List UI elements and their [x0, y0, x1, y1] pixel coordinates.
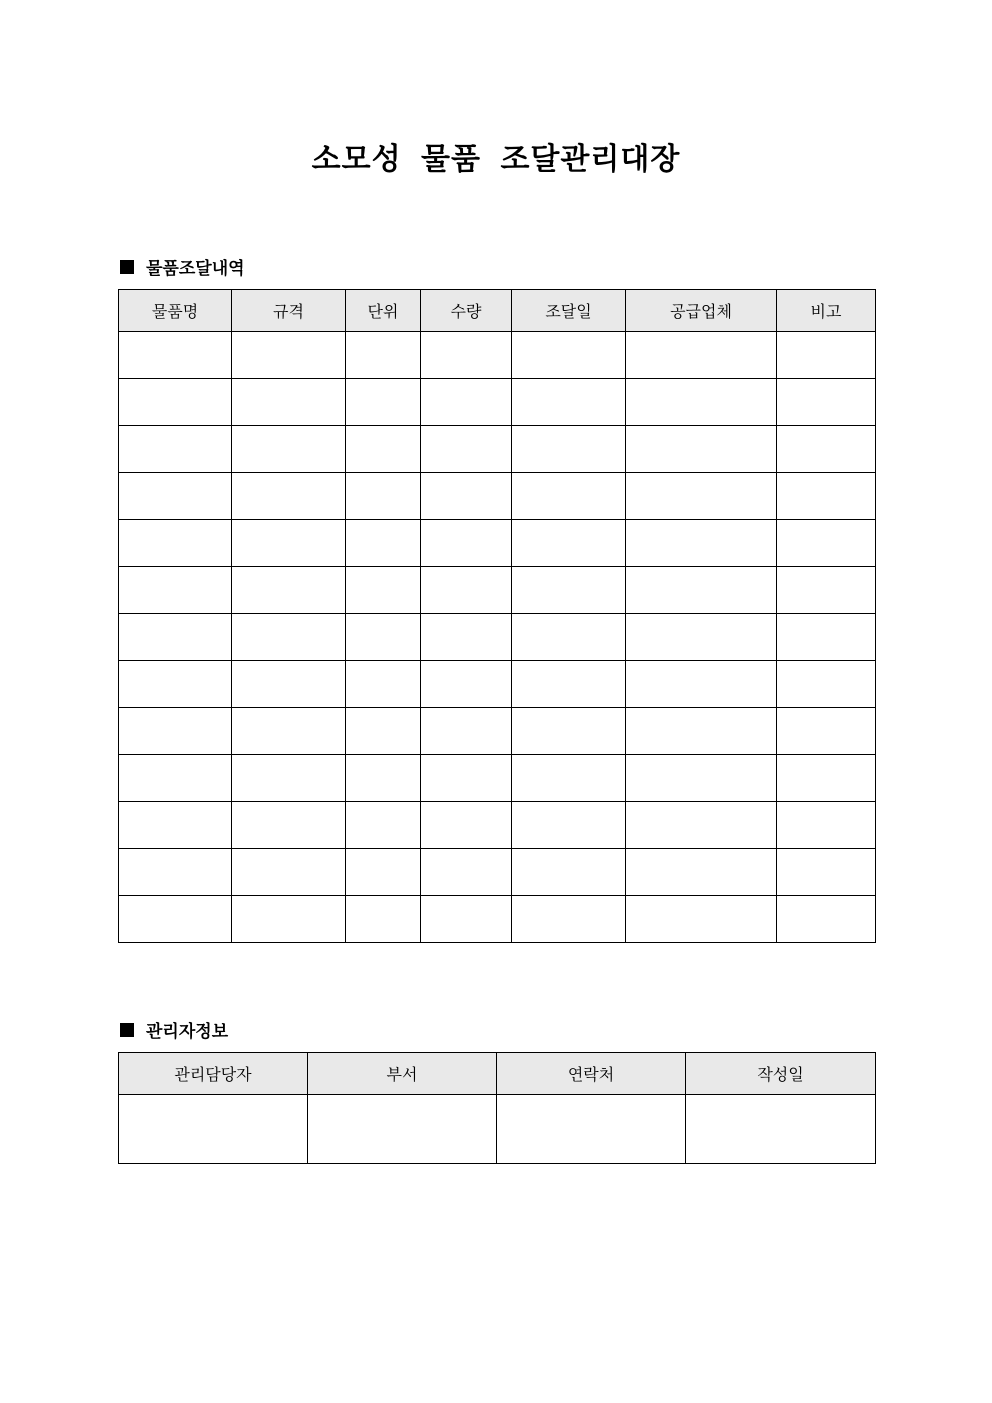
table-cell[interactable]: [626, 567, 777, 614]
table-row: [119, 661, 876, 708]
column-header-remarks: 비고: [777, 290, 876, 332]
table-cell[interactable]: [626, 755, 777, 802]
table-cell[interactable]: [421, 849, 512, 896]
column-header-manager: 관리담당자: [119, 1053, 308, 1095]
table-cell[interactable]: [119, 1095, 308, 1164]
table-cell[interactable]: [119, 614, 232, 661]
column-header-supplier: 공급업체: [626, 290, 777, 332]
table-cell[interactable]: [421, 332, 512, 379]
table-cell[interactable]: [512, 661, 626, 708]
table-cell[interactable]: [777, 332, 876, 379]
table-row: [119, 849, 876, 896]
table-cell[interactable]: [777, 614, 876, 661]
manager-section-heading: [118, 1017, 228, 1042]
table-cell[interactable]: [119, 332, 232, 379]
table-cell[interactable]: [346, 426, 421, 473]
table-cell[interactable]: [232, 473, 346, 520]
table-cell[interactable]: [512, 567, 626, 614]
table-cell[interactable]: [777, 661, 876, 708]
column-header-date-written: 작성일: [686, 1053, 876, 1095]
table-cell[interactable]: [421, 426, 512, 473]
column-header-item-name: 물품명: [119, 290, 232, 332]
table-cell[interactable]: [626, 661, 777, 708]
table-row: [119, 426, 876, 473]
table-row: [119, 332, 876, 379]
table-cell[interactable]: [777, 708, 876, 755]
table-cell[interactable]: [626, 896, 777, 943]
column-header-procurement-date: 조달일: [512, 290, 626, 332]
table-cell[interactable]: [512, 426, 626, 473]
table-cell[interactable]: [232, 896, 346, 943]
table-cell[interactable]: [119, 896, 232, 943]
procurement-header-row: [119, 290, 876, 332]
table-cell[interactable]: [421, 379, 512, 426]
table-cell[interactable]: [119, 473, 232, 520]
table-cell[interactable]: [119, 426, 232, 473]
table-cell[interactable]: [626, 332, 777, 379]
table-cell[interactable]: [626, 708, 777, 755]
table-cell[interactable]: [626, 849, 777, 896]
table-cell[interactable]: [308, 1095, 497, 1164]
table-cell[interactable]: [232, 614, 346, 661]
column-header-department: 부서: [308, 1053, 497, 1095]
table-cell[interactable]: [346, 520, 421, 567]
table-cell[interactable]: [346, 379, 421, 426]
table-row: [119, 708, 876, 755]
table-cell[interactable]: [346, 661, 421, 708]
table-cell[interactable]: [119, 661, 232, 708]
table-cell[interactable]: [346, 332, 421, 379]
column-header-spec: 규격: [232, 290, 346, 332]
table-cell[interactable]: [119, 708, 232, 755]
table-cell[interactable]: [512, 332, 626, 379]
column-header-unit: 단위: [346, 290, 421, 332]
table-row: [119, 755, 876, 802]
table-cell[interactable]: [232, 708, 346, 755]
table-cell[interactable]: [626, 426, 777, 473]
table-row: [119, 896, 876, 943]
table-cell[interactable]: [512, 708, 626, 755]
square-bullet-icon: [120, 1023, 134, 1037]
procurement-table: [118, 289, 876, 943]
table-cell[interactable]: [512, 755, 626, 802]
table-cell[interactable]: [777, 802, 876, 849]
table-cell[interactable]: [421, 755, 512, 802]
procurement-heading-label: 물품조달내역: [146, 259, 245, 279]
table-cell[interactable]: [421, 896, 512, 943]
table-cell[interactable]: [497, 1095, 686, 1164]
table-cell[interactable]: [119, 849, 232, 896]
procurement-section-heading: [118, 254, 245, 279]
table-cell[interactable]: [232, 332, 346, 379]
table-cell[interactable]: [777, 896, 876, 943]
table-cell[interactable]: [421, 473, 512, 520]
table-cell[interactable]: [626, 520, 777, 567]
table-cell[interactable]: [512, 520, 626, 567]
table-cell[interactable]: [421, 708, 512, 755]
table-cell[interactable]: [232, 755, 346, 802]
table-cell[interactable]: [119, 520, 232, 567]
table-cell[interactable]: [421, 567, 512, 614]
table-cell[interactable]: [512, 473, 626, 520]
table-cell[interactable]: [119, 802, 232, 849]
table-cell[interactable]: [346, 614, 421, 661]
table-cell[interactable]: [777, 426, 876, 473]
table-cell[interactable]: [777, 379, 876, 426]
table-row: [119, 473, 876, 520]
table-cell[interactable]: [777, 520, 876, 567]
table-cell[interactable]: [512, 849, 626, 896]
table-cell[interactable]: [346, 849, 421, 896]
column-header-quantity: 수량: [421, 290, 512, 332]
table-cell[interactable]: [777, 473, 876, 520]
table-cell[interactable]: [512, 802, 626, 849]
square-bullet-icon: [120, 260, 134, 274]
manager-heading-label: 관리자정보: [146, 1022, 229, 1042]
table-cell[interactable]: [232, 567, 346, 614]
table-cell[interactable]: [232, 802, 346, 849]
table-cell[interactable]: [777, 755, 876, 802]
table-cell[interactable]: [512, 896, 626, 943]
table-cell[interactable]: [346, 567, 421, 614]
table-cell[interactable]: [232, 849, 346, 896]
table-cell[interactable]: [346, 708, 421, 755]
table-cell[interactable]: [232, 379, 346, 426]
table-cell[interactable]: [119, 379, 232, 426]
table-cell[interactable]: [232, 520, 346, 567]
table-row: [119, 520, 876, 567]
manager-table: [118, 1052, 876, 1164]
table-cell[interactable]: [626, 802, 777, 849]
table-row: [119, 567, 876, 614]
table-cell[interactable]: [119, 567, 232, 614]
table-row: [119, 614, 876, 661]
table-cell[interactable]: [421, 661, 512, 708]
table-cell[interactable]: [512, 614, 626, 661]
table-cell[interactable]: [421, 614, 512, 661]
table-cell[interactable]: [346, 802, 421, 849]
table-cell[interactable]: [626, 379, 777, 426]
column-header-contact: 연락처: [497, 1053, 686, 1095]
table-row: [119, 379, 876, 426]
table-row: [119, 802, 876, 849]
table-cell[interactable]: [346, 755, 421, 802]
table-cell[interactable]: [421, 520, 512, 567]
table-row: [119, 1095, 876, 1164]
manager-header-row: [119, 1053, 876, 1095]
table-cell[interactable]: [119, 755, 232, 802]
table-cell[interactable]: [626, 473, 777, 520]
document-title: 소모성 물품 조달관리대장: [311, 142, 681, 177]
table-cell[interactable]: [777, 567, 876, 614]
table-cell[interactable]: [346, 896, 421, 943]
table-cell[interactable]: [346, 473, 421, 520]
table-cell[interactable]: [777, 849, 876, 896]
table-cell[interactable]: [232, 661, 346, 708]
table-cell[interactable]: [686, 1095, 876, 1164]
table-cell[interactable]: [512, 379, 626, 426]
table-cell[interactable]: [232, 426, 346, 473]
table-cell[interactable]: [421, 802, 512, 849]
table-cell[interactable]: [626, 614, 777, 661]
